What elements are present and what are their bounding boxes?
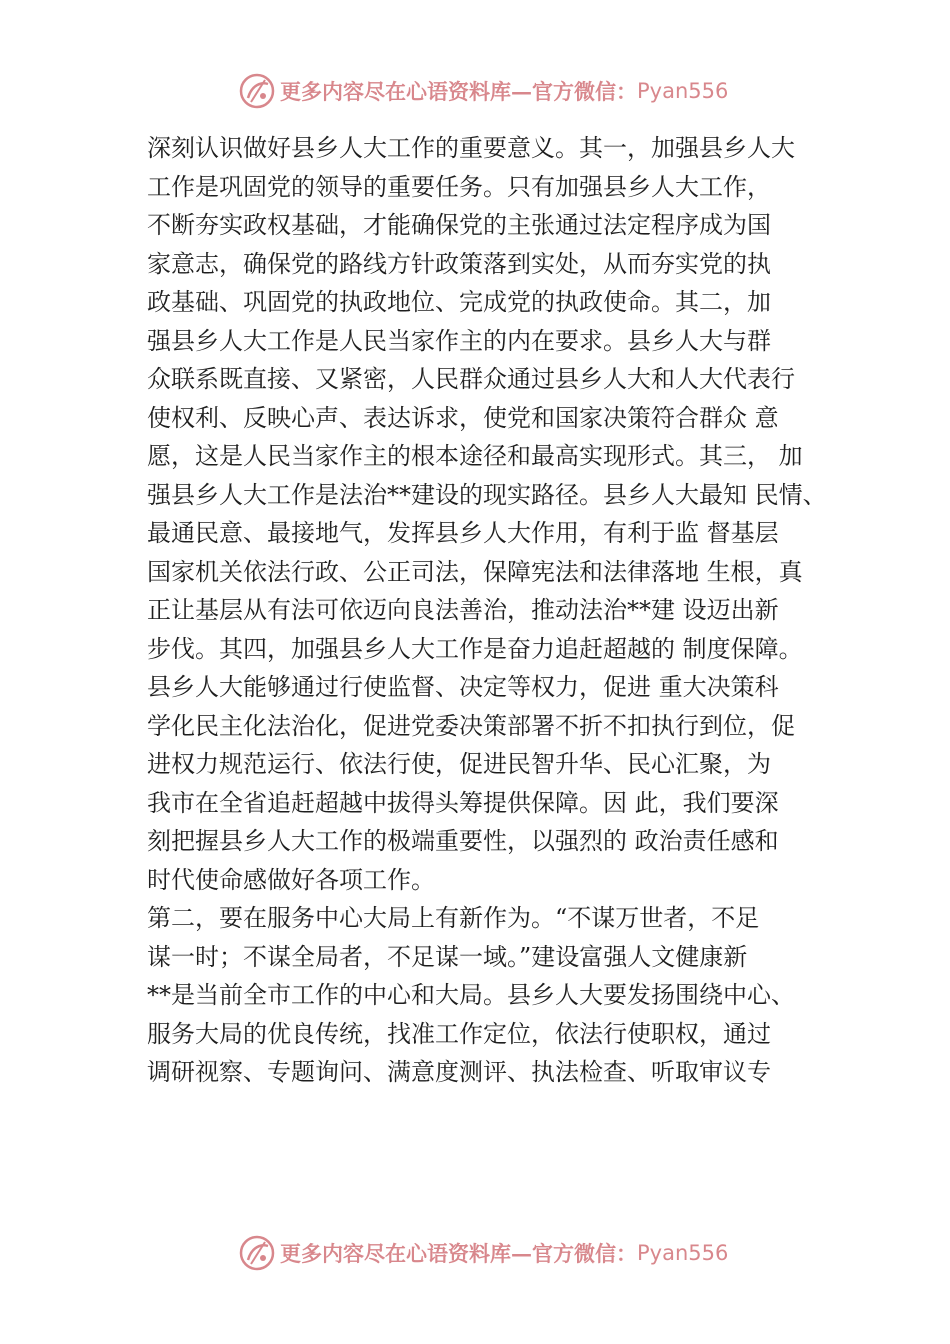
watermark-text: 更多内容尽在心语资料库—官方微信： [280,79,637,104]
text-line: 调研视察、专题询问、满意度测评、执法检查、听取审议专 [147,1058,771,1086]
text-line: 工作是巩固党的领导的重要任务。只有加强县乡人大工作， [147,172,771,201]
text-line: 进权力规范运行、依法行使，促进民智升华、民心汇聚，为 [147,750,771,778]
text-line: 众联系既直接、又紧密，人民群众通过县乡人大和人大代表行 [147,365,795,393]
text-line: 谋一时；不谋全局者，不足谋一域。”建设富强人文健康新 [147,942,748,971]
watermark-footer [238,1233,728,1273]
watermark-logo-icon [238,72,276,110]
text-line: 学化民主化法治化，促进党委决策部署不折不扣执行到位，促 [147,711,795,740]
watermark-text: 更多内容尽在心语资料库—官方微信： [280,1241,637,1266]
text-line: 愿，这是人民当家作主的根本途径和最高实现形式。其三， 加 [147,442,803,470]
text-line: 国家机关依法行政、公正司法，保障宪法和法律落地 生根，真 [147,557,803,586]
text-line: 最通民意、最接地气，发挥县乡人大作用，有利于监 督基层 [147,519,779,547]
watermark-wechat-id: Pyan556 [637,1241,729,1265]
watermark-wechat-id: Pyan556 [637,79,729,103]
text-line: **是当前全市工作的中心和大局。县乡人大要发扬围绕中心、 [147,981,795,1009]
document-body [147,129,847,1092]
text-line: 强县乡人大工作是人民当家作主的内在要求。县乡人大与群 [147,326,771,355]
text-line: 时代使命感做好各项工作。 [147,865,435,894]
text-line: 深刻认识做好县乡人大工作的重要意义。其一，加强县乡人大 [147,134,795,162]
text-line: 服务大局的优良传统，找准工作定位，依法行使职权，通过 [147,1019,771,1048]
text-line: 正让基层从有法可依迈向良法善治，推动法治**建 设迈出新 [147,596,779,624]
text-line: 县乡人大能够通过行使监督、决定等权力，促进 重大决策科 [147,673,779,701]
text-line: 使权利、反映心声、表达诉求，使党和国家决策符合群众 意 [147,403,779,432]
text-line: 刻把握县乡人大工作的极端重要性，以强烈的 政治责任感和 [147,827,779,855]
text-line: 步伐。其四，加强县乡人大工作是奋力追赶超越的 制度保障。 [147,634,803,663]
text-line: 政基础、巩固党的执政地位、完成党的执政使命。其二，加 [147,288,771,316]
text-line: 家意志，确保党的路线方针政策落到实处，从而夯实党的执 [147,249,771,278]
watermark-logo-icon [238,1234,276,1272]
watermark-header [238,71,728,111]
text-line: 强县乡人大工作是法治**建设的现实路径。县乡人大最知 民情、 [147,480,827,509]
text-line: 我市在全省追赶超越中拔得头筹提供保障。因 此，我们要深 [147,788,779,817]
text-line: 不断夯实政权基础，才能确保党的主张通过法定程序成为国 [147,211,771,239]
text-line: 第二，要在服务中心大局上有新作为。“不谋万世者，不足 [147,904,760,932]
